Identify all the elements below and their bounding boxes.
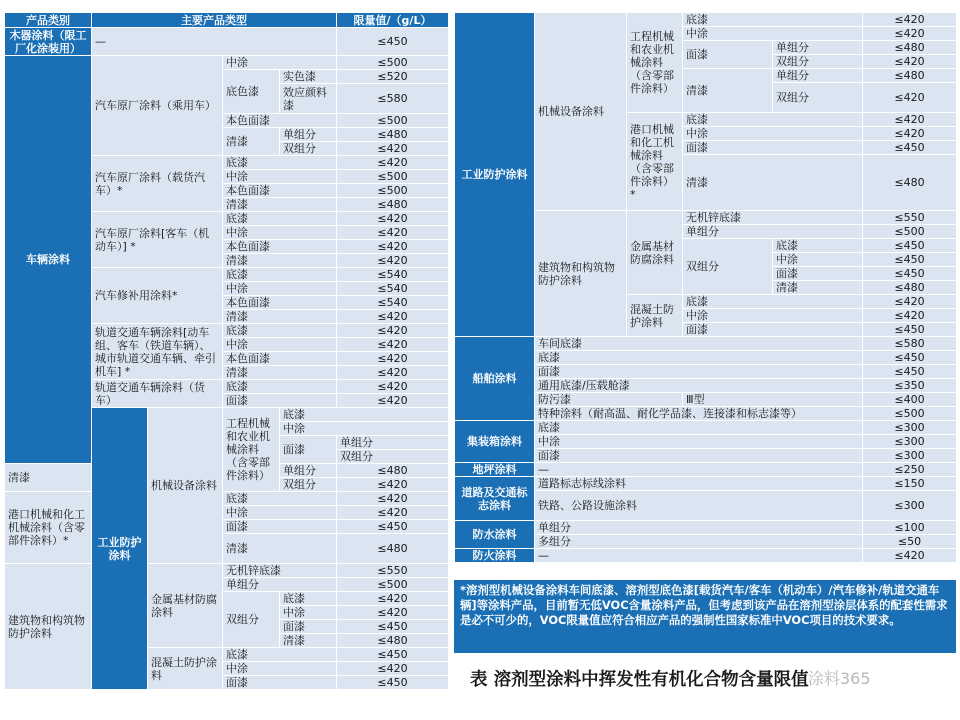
product-type: 多组分: [535, 535, 863, 549]
limit-value: ≤420: [337, 380, 449, 394]
category-wood: 木器涂料（限工厂化涂装用）: [5, 28, 92, 56]
group-refinish: 汽车修补用涂料*: [92, 268, 223, 324]
limit-value: ≤480: [337, 128, 449, 142]
product-subtype: 双组分: [773, 55, 863, 69]
limit-value: ≤420: [863, 27, 957, 41]
limit-value: ≤450: [337, 648, 449, 662]
limit-value: ≤450: [337, 620, 449, 634]
product-type: 面漆: [535, 365, 863, 379]
product-type: 清漆: [223, 198, 337, 212]
product-type: 底漆: [280, 408, 449, 422]
limit-value: ≤150: [863, 477, 957, 491]
limit-value: ≤450: [863, 141, 957, 155]
product-type: 双组分: [683, 239, 773, 295]
limit-value: ≤50: [863, 535, 957, 549]
limit-value: ≤420: [337, 606, 449, 620]
watermark: 涂料365: [808, 669, 871, 688]
product-subtype: 清漆: [280, 634, 337, 648]
limit-value: ≤500: [337, 578, 449, 592]
limit-value: ≤450: [863, 351, 957, 365]
limit-value: ≤420: [337, 226, 449, 240]
limit-value: ≤100: [863, 521, 957, 535]
group-port-chemical-machinery: 港口机械和化工机械涂料（含零部件涂料）*: [627, 113, 683, 211]
product-type: 中涂: [223, 662, 337, 676]
product-type: 底漆: [683, 295, 863, 309]
product-subtype: 单组分: [773, 69, 863, 83]
product-type: 清漆: [223, 534, 337, 564]
product-subtype: 中涂: [773, 253, 863, 267]
product-type: 底漆: [223, 324, 337, 338]
limit-value: ≤420: [337, 212, 449, 226]
group-concrete-protection: 混凝土防护涂料: [627, 295, 683, 337]
product-type: 中涂: [223, 226, 337, 240]
product-type: 中涂: [223, 282, 337, 296]
limit-value: ≤540: [337, 268, 449, 282]
product-type: 双组分: [223, 592, 280, 648]
category-container: 集装箱涂料: [455, 421, 535, 463]
product-type: 中涂: [683, 127, 863, 141]
product-subtype: 中涂: [280, 606, 337, 620]
limit-value: ≤300: [863, 435, 957, 449]
limit-value: ≤420: [337, 394, 449, 408]
product-type: 清漆: [683, 155, 863, 211]
limit-value: ≤300: [863, 491, 957, 521]
product-subtype: 双组分: [773, 83, 863, 113]
product-subtype: Ⅲ型: [683, 393, 863, 407]
product-type: 车间底漆: [535, 337, 863, 351]
product-type: 防污漆: [535, 393, 683, 407]
group-rail-freight: 轨道交通车辆涂料（货车）: [92, 380, 223, 408]
group-metal-anticorrosion: 金属基材防腐涂料: [148, 564, 223, 648]
limit-value: ≤480: [863, 281, 957, 295]
product-type: 底漆: [535, 421, 863, 435]
product-type: 面漆: [683, 323, 863, 337]
product-subtype: 双组分: [280, 478, 337, 492]
product-subtype: 底漆: [280, 592, 337, 606]
subcategory-construction: 建筑物和构筑物防护涂料: [535, 211, 627, 337]
limit-value: ≤580: [337, 84, 449, 114]
product-type: 单组分: [683, 225, 863, 239]
limit-value: ≤540: [337, 296, 449, 310]
limit-value: ≤480: [863, 69, 957, 83]
product-type: 清漆: [5, 464, 92, 492]
product-subtype: 面漆: [280, 620, 337, 634]
group-concrete-protection: 混凝土防护涂料: [148, 648, 223, 690]
category-industrial: 工业防护涂料: [92, 408, 148, 690]
product-type: 无机锌底漆: [683, 211, 863, 225]
limit-value: ≤550: [863, 211, 957, 225]
limit-value: ≤420: [337, 254, 449, 268]
wood-product: —: [92, 28, 337, 56]
limit-value: ≤420: [863, 127, 957, 141]
category-fireproof: 防火涂料: [455, 549, 535, 563]
limit-value: ≤400: [863, 393, 957, 407]
limit-value: ≤480: [337, 534, 449, 564]
product-type: 道路标志标线涂料: [535, 477, 863, 491]
limit-value: ≤420: [337, 478, 449, 492]
product-type: 铁路、公路设施涂料: [535, 491, 863, 521]
limit-value: ≤420: [863, 549, 957, 563]
product-type: 本色面漆: [223, 240, 337, 254]
product-type: 中涂: [223, 338, 337, 352]
group-port-chemical-machinery: 港口机械和化工机械涂料（含零部件涂料）*: [5, 492, 92, 564]
limit-value: ≤480: [337, 464, 449, 478]
group-truck: 汽车原厂涂料（载货汽车）*: [92, 156, 223, 212]
category-vehicle: 车辆涂料: [5, 56, 92, 464]
product-type: —: [535, 549, 863, 563]
product-type: 底漆: [223, 492, 337, 506]
product-type: 底漆: [683, 113, 863, 127]
product-subtype: 面漆: [773, 267, 863, 281]
category-floor: 地坪涂料: [455, 463, 535, 477]
limit-value: ≤450: [337, 676, 449, 690]
limit-value: ≤420: [863, 309, 957, 323]
product-type: —: [535, 463, 863, 477]
limit-value: ≤420: [337, 240, 449, 254]
product-subtype: 双组分: [337, 450, 449, 464]
product-type: 底漆: [223, 380, 337, 394]
product-type: 底漆: [223, 648, 337, 662]
limit-value: ≤500: [337, 170, 449, 184]
product-subtype: 效应颜料漆: [280, 84, 337, 114]
limit-value: ≤420: [337, 366, 449, 380]
product-type: 中涂: [223, 506, 337, 520]
product-subtype: 单组分: [280, 464, 337, 478]
product-type: 中涂: [223, 56, 337, 70]
product-type: 本色面漆: [223, 114, 337, 128]
group-construction-agri-machinery: 工程机械和农业机械涂料（含零部件涂料）: [223, 408, 280, 492]
limit-value: ≤500: [337, 56, 449, 70]
product-type: 面漆: [223, 520, 337, 534]
product-type: 底色漆: [223, 70, 280, 114]
product-type: 本色面漆: [223, 352, 337, 366]
product-type: 面漆: [223, 394, 337, 408]
group-construction-agri-machinery: 工程机械和农业机械涂料（含零部件涂料）: [627, 13, 683, 113]
limit-value: ≤420: [337, 592, 449, 606]
limit-value: ≤480: [337, 198, 449, 212]
group-metal-anticorrosion: 金属基材防腐涂料: [627, 211, 683, 295]
limit-value: ≤500: [337, 114, 449, 128]
product-type: 通用底漆/压载舱漆: [535, 379, 863, 393]
limit-value: ≤450: [863, 323, 957, 337]
product-type: 特种涂料（耐高温、耐化学品漆、连接漆和标志漆等）: [535, 407, 863, 421]
product-type: 无机锌底漆: [223, 564, 337, 578]
limit-value: ≤420: [863, 113, 957, 127]
limit-value: ≤450: [337, 28, 449, 56]
product-type: 面漆: [280, 436, 337, 464]
product-subtype: 双组分: [280, 142, 337, 156]
table-caption: 表 溶剂型涂料中挥发性有机化合物含量限值: [470, 670, 809, 690]
limit-value: ≤420: [337, 142, 449, 156]
limit-value: ≤420: [863, 295, 957, 309]
product-type: 清漆: [683, 69, 773, 113]
limit-value: ≤480: [337, 634, 449, 648]
limit-value: ≤450: [337, 520, 449, 534]
category-marine: 船舶涂料: [455, 337, 535, 421]
limit-value: ≤420: [337, 324, 449, 338]
limit-value: ≤540: [337, 282, 449, 296]
limit-value: ≤420: [863, 13, 957, 27]
limit-value: ≤500: [863, 225, 957, 239]
product-type: 面漆: [683, 141, 863, 155]
category-waterproof: 防水涂料: [455, 521, 535, 549]
header-main-type: 主要产品类型: [92, 13, 337, 28]
limit-value: ≤420: [863, 55, 957, 69]
product-type: 单组分: [223, 578, 337, 592]
product-type: 清漆: [223, 366, 337, 380]
product-type: 底漆: [683, 13, 863, 27]
product-subtype: 单组分: [280, 128, 337, 142]
footnote: *溶剂型机械设备涂料车间底漆、溶剂型底色漆[载货汽车/客车（机动车）/汽车修补/轨道交通车辆]等涂料产品，目前暂无低VOC含量涂料产品，但考虑到该产品在溶剂型涂层体系的配套性需求是必不可少的，VOC限量值应符合相应产品的强制性国家标准中VOC项目的技术要求。: [454, 580, 956, 653]
group-passenger-car: 汽车原厂涂料（乘用车）: [92, 56, 223, 156]
product-type: 中涂: [683, 309, 863, 323]
limit-value: ≤420: [337, 506, 449, 520]
product-type: 清漆: [223, 254, 337, 268]
limit-value: ≤420: [337, 310, 449, 324]
limit-value: ≤450: [863, 365, 957, 379]
header-category: 产品类别: [5, 13, 92, 28]
group-bus: 汽车原厂涂料[客车（机动车）] *: [92, 212, 223, 268]
product-type: 面漆: [683, 41, 773, 69]
subcategory-construction: 建筑物和构筑物防护涂料: [5, 564, 92, 690]
left-voc-table: [4, 12, 449, 690]
product-subtype: 实色漆: [280, 70, 337, 84]
subcategory-machinery: 机械设备涂料: [148, 408, 223, 564]
limit-value: ≤450: [863, 239, 957, 253]
product-type: 清漆: [223, 310, 337, 324]
product-type: 中涂: [223, 170, 337, 184]
product-subtype: 单组分: [337, 436, 449, 450]
limit-value: ≤250: [863, 463, 957, 477]
limit-value: ≤550: [337, 564, 449, 578]
subcategory-machinery: 机械设备涂料: [535, 13, 627, 211]
product-type: 清漆: [223, 128, 280, 156]
product-type: 本色面漆: [223, 296, 337, 310]
product-subtype: 清漆: [773, 281, 863, 295]
product-type: 中涂: [683, 27, 863, 41]
product-type: 底漆: [223, 156, 337, 170]
limit-value: ≤450: [863, 267, 957, 281]
limit-value: ≤500: [863, 407, 957, 421]
product-type: 面漆: [223, 676, 337, 690]
limit-value: ≤420: [337, 662, 449, 676]
right-voc-table: [454, 12, 957, 563]
limit-value: ≤580: [863, 337, 957, 351]
product-type: 中涂: [535, 435, 863, 449]
product-type: 面漆: [535, 449, 863, 463]
header-limit: 限量值/（g/L）: [337, 13, 449, 28]
product-type: 单组分: [535, 521, 863, 535]
limit-value: ≤420: [337, 156, 449, 170]
group-rail-passenger: 轨道交通车辆涂料[动车组、客车（铁道车辆）、城市轨道交通车辆、牵引机车] *: [92, 324, 223, 380]
limit-value: ≤420: [863, 83, 957, 113]
product-type: 中涂: [280, 422, 449, 436]
limit-value: ≤300: [863, 421, 957, 435]
product-type: 底漆: [223, 212, 337, 226]
product-type: 本色面漆: [223, 184, 337, 198]
limit-value: ≤420: [337, 338, 449, 352]
product-subtype: 单组分: [773, 41, 863, 55]
limit-value: ≤420: [337, 352, 449, 366]
limit-value: ≤500: [337, 184, 449, 198]
product-subtype: 底漆: [773, 239, 863, 253]
limit-value: ≤350: [863, 379, 957, 393]
product-type: 底漆: [535, 351, 863, 365]
limit-value: ≤450: [863, 253, 957, 267]
limit-value: ≤520: [337, 70, 449, 84]
limit-value: ≤480: [863, 155, 957, 211]
product-type: 底漆: [223, 268, 337, 282]
category-road-traffic: 道路及交通标志涂料: [455, 477, 535, 521]
limit-value: ≤480: [863, 41, 957, 55]
limit-value: ≤300: [863, 449, 957, 463]
limit-value: ≤420: [337, 492, 449, 506]
category-industrial: 工业防护涂料: [455, 13, 535, 337]
